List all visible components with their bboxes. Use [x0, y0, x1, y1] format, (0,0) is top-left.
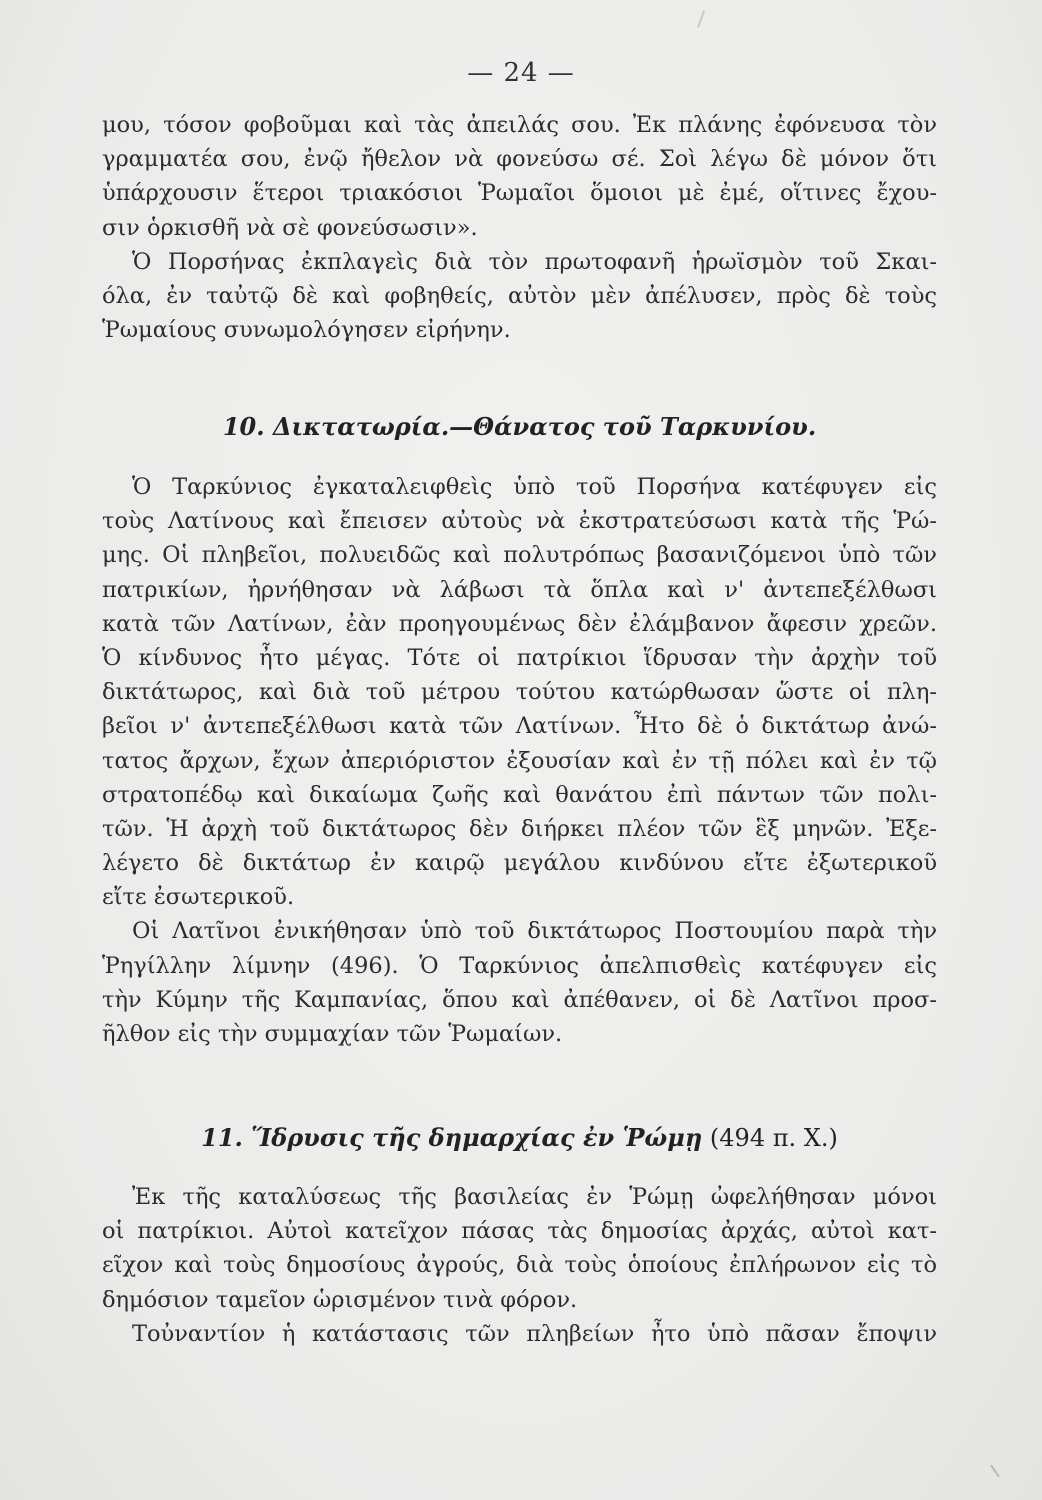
text-line: γραμματέα σου, ἐνῷ ἤθελον νὰ φονεύσω σέ. Σοὶ λέγω δὲ μόνον ὅτι — [102, 146, 937, 173]
page-mark — [990, 1465, 1000, 1478]
text-line: κατὰ τῶν Λατίνων, ἐὰν προηγουμένως δὲν ἐλάμβανον ἄφεσιν χρεῶν. — [102, 610, 937, 637]
text-line: Ὁ κίνδυνος ἦτο μέγας. Τότε οἱ πατρίκιοι ἵδρυσαν τὴν ἀρχὴν τοῦ — [102, 644, 937, 671]
page-mark — [697, 10, 705, 28]
text-line: Ὁ Πορσήνας ἐκπλαγεὶς διὰ τὸν πρωτοφανῆ ἡρωϊσμὸν τοῦ Σκαι- — [132, 248, 937, 275]
text-line: Ἐκ τῆς καταλύσεως τῆς βασιλείας ἐν Ῥώμῃ ὠφελήθησαν μόνοι — [132, 1184, 937, 1210]
text-line: Οἱ Λατῖνοι ἐνικήθησαν ὑπὸ τοῦ δικτάτωρος Ποστουμίου παρὰ τὴν — [132, 918, 937, 945]
text-line: οἱ πατρίκιοι. Αὐτοὶ κατεῖχον πάσας τὰς δημοσίας ἀρχάς, αὐτοὶ κατ- — [102, 1218, 937, 1245]
text-line: τοὺς Λατίνους καὶ ἔπεισεν αὐτοὺς νὰ ἐκστρατεύσωσι κατὰ τῆς Ῥώ- — [102, 508, 937, 535]
text-line: Ῥηγίλλην λίμνην (496). Ὁ Ταρκύνιος ἀπελπισθεὶς κατέφυγεν εἰς — [102, 952, 937, 979]
text-line: εῖχον καὶ τοὺς δημοσίους ἀγρούς, διὰ τοὺς ὁποίους ἐπλήρωνον εἰς τὸ — [102, 1252, 937, 1279]
text-line: τατος ἄρχων, ἔχων ἀπεριόριστον ἐξουσίαν καὶ ἐν τῇ πόλει καὶ ἐν τῷ — [102, 747, 937, 774]
text-line: δικτάτωρος, καὶ διὰ τοῦ μέτρου τούτου κατώρθωσαν ὥστε οἱ πλη- — [102, 679, 937, 706]
text-line: Τοὐναντίον ἡ κατάστασις τῶν πληβείων ἦτο ὑπὸ πᾶσαν ἔποψιν — [132, 1320, 937, 1347]
section-heading-10: 10. Δικτατωρία.—Θάνατος τοῦ Ταρκυνίου. — [222, 412, 817, 441]
section-heading-11-date: (494 π. Χ.) — [702, 1124, 838, 1152]
text-line: τὴν Κύμην τῆς Καμπανίας, ὅπου καὶ ἀπέθανεν, οἱ δὲ Λατῖνοι προσ- — [102, 986, 937, 1013]
text-line: Ὁ Ταρκύνιος ἐγκαταλειφθεὶς ὑπὸ τοῦ Πορσήνα κατέφυγεν εἰς — [132, 474, 937, 500]
text-line: βεῖοι ν' ἀντεπεξέλθωσι κατὰ τῶν Λατίνων. Ἦτο δὲ ὁ δικτάτωρ ἀνώ- — [102, 713, 937, 740]
section-heading-11 — [102, 1116, 937, 1160]
paragraph-3 — [102, 1180, 937, 1351]
text-line: σιν ὁρκισθῆ νὰ σὲ φονεύσωσιν». — [102, 214, 478, 241]
text-line: Ῥωμαίους συνωμολόγησεν εἰρήνην. — [102, 317, 511, 344]
page-number: — 24 — — [467, 58, 575, 88]
text-line: πατρικίων, ἠρνήθησαν νὰ λάβωσι τὰ ὅπλα καὶ ν' ἀντεπεξέλθωσι — [102, 576, 937, 603]
paragraph-1 — [102, 108, 937, 347]
text-line: μης. Οἱ πληβεῖοι, πολυειδῶς καὶ πολυτρόπως βασανιζόμενοι ὑπὸ τῶν — [102, 542, 937, 569]
text-line: ὑπάρχουσιν ἕτεροι τριακόσιοι Ῥωμαῖοι ὅμοιοι μὲ ἐμέ, οἵτινες ἔχου- — [102, 180, 937, 207]
text-line: τῶν. Ἡ ἀρχὴ τοῦ δικτάτωρος δὲν διήρκει πλέον τῶν ἓξ μηνῶν. Ἐξε- — [102, 815, 937, 842]
text-line: όλα, ἐν ταὐτῷ δὲ καὶ φοβηθείς, αὐτὸν μὲν ἀπέλυσεν, πρὸς δὲ τοὺς — [102, 282, 937, 309]
text-line: στρατοπέδῳ καὶ δικαίωμα ζωῆς καὶ θανάτου ἐπὶ πάντων τῶν πολι- — [102, 781, 937, 808]
section-heading-11-title: 11. Ἵδρυσις τῆς δημαρχίας ἐν Ῥώμῃ — [201, 1123, 703, 1152]
text-line: εἴτε ἐσωτερικοῦ. — [102, 884, 295, 911]
text-line: ῆλθον εἰς τὴν συμμαχίαν τῶν Ῥωμαίων. — [102, 1021, 563, 1047]
text-line: δημόσιον ταμεῖον ὡρισμένον τινὰ φόρον. — [102, 1286, 578, 1313]
text-line: λέγετο δὲ δικτάτωρ ἐν καιρῷ μεγάλου κινδύνου εἴτε ἐξωτερικοῦ — [102, 850, 937, 877]
text-line: μου, τόσον φοβοῦμαι καὶ τὰς ἀπειλάς σου. Ἐκ πλάνης ἐφόνευσα τὸν — [102, 112, 937, 138]
paragraph-2 — [102, 470, 937, 1051]
